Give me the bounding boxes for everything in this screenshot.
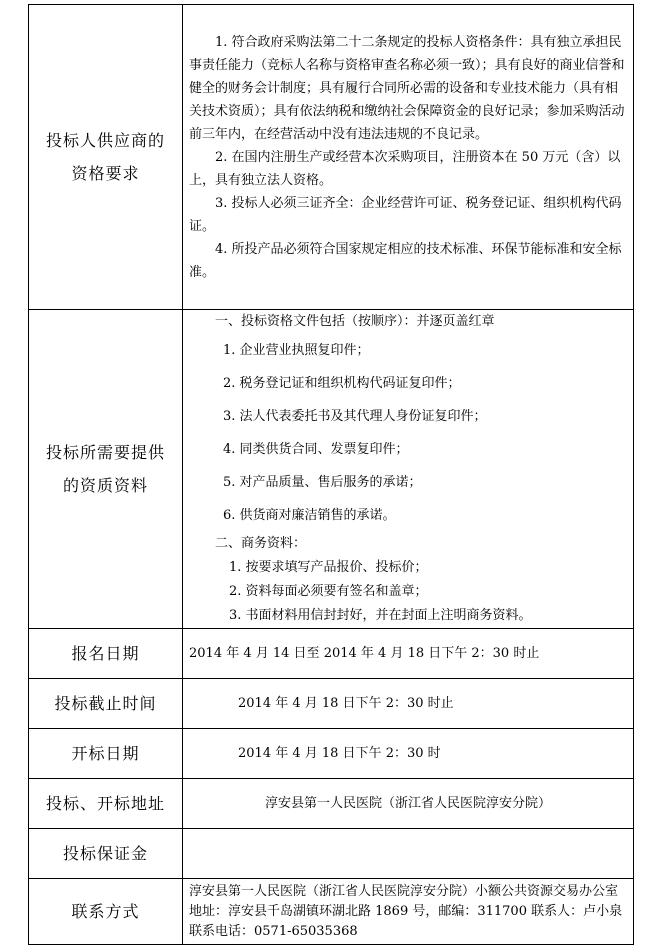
documents-list-item: 3. 法人代表委托书及其代理人身份证复印件；: [223, 409, 487, 424]
documents-list-item: 4. 同类供货合同、发票复印件；: [223, 442, 409, 457]
venue-value: 淳安县第一人民医院（浙江省人民医院淳安分院）: [183, 779, 634, 829]
qualification-item: 2. 在国内注册生产或经营本次采购项目，注册资本在 50 万元（含）以上，具有独立法人资格。: [189, 149, 621, 188]
qualification-label-line1: 投标人供应商的: [45, 131, 165, 150]
deadline-value: 2014 年 4 月 18 日下午 2：30 时止: [183, 679, 634, 729]
deadline-row: [29, 679, 634, 729]
documents-label-line1: 投标所需要提供: [45, 443, 165, 462]
venue-row: [29, 779, 634, 829]
contact-row: [29, 879, 634, 945]
opening-label: 开标日期: [29, 729, 183, 779]
registration-label: 报名日期: [29, 629, 183, 679]
qualification-item: 1. 符合政府采购法第二十二条规定的投标人资格条件：具有独立承担民事责任能力（竞标人名称与资格审查名称必须一致）；具有良好的商业信誉和健全的财务会计制度；具有履行合同所必需的设备和专业技术能力（具有相关技术资质）；具有依法纳税和缴纳社会保障资金的良好记录；参加采购活动前三年内，在经营活动中没有违法违规的不良记录。: [189, 34, 625, 142]
venue-label: 投标、开标地址: [29, 779, 183, 829]
qualification-item: 4. 所投产品必须符合国家规定相应的技术标准、环保节能标准和安全标准。: [189, 241, 622, 280]
documents-list-item: 5. 对产品质量、售后服务的承诺；: [223, 475, 422, 490]
deposit-row: [29, 829, 634, 879]
deadline-label: 投标截止时间: [29, 679, 183, 729]
documents-label: [29, 310, 183, 629]
documents-heading: 一、投标资格文件包括（按顺序）：并逐页盖红章: [215, 314, 495, 329]
opening-row: [29, 729, 634, 779]
contact-value: 淳安县第一人民医院（浙江省人民医院淳安分院）小额公共资源交易办公室 地址：淳安县千岛湖镇环湖北路 1869 号，邮编：311700 联系人：卢小泉 联系电话：0571-65035368: [183, 879, 634, 945]
business-list-item: 1. 按要求填写产品报价、投标价；: [229, 560, 428, 575]
business-heading: 二、商务资料：: [215, 536, 307, 551]
qualification-row: [29, 5, 634, 310]
business-list-item: 2. 资料每面必须要有签名和盖章；: [229, 584, 428, 599]
contact-label: 联系方式: [29, 879, 183, 945]
qualification-content: [183, 5, 634, 310]
procurement-info-table: [28, 4, 634, 945]
deposit-label: 投标保证金: [29, 829, 183, 879]
documents-label-line2: 的资质资料: [62, 476, 148, 495]
registration-row: [29, 629, 634, 679]
qualification-item: 3. 投标人必须三证齐全：企业经营许可证、税务登记证、组织机构代码证。: [189, 195, 622, 234]
documents-list-item: 6. 供货商对廉洁销售的承诺。: [223, 508, 396, 523]
opening-value: 2014 年 4 月 18 日下午 2：30 时: [183, 729, 634, 779]
qualification-label: [29, 5, 183, 310]
documents-content: [183, 310, 634, 629]
qualification-label-line2: 资格要求: [71, 164, 140, 183]
business-list-item: 3. 书面材料用信封封好，并在封面上注明商务资料。: [229, 608, 532, 623]
documents-row: [29, 310, 634, 629]
documents-list-item: 1. 企业营业执照复印件；: [223, 343, 370, 358]
documents-list-item: 2. 税务登记证和组织机构代码证复印件；: [223, 376, 461, 391]
deposit-value: [183, 829, 634, 879]
registration-value: 2014 年 4 月 14 日至 2014 年 4 月 18 日下午 2：30 时止: [183, 629, 634, 679]
